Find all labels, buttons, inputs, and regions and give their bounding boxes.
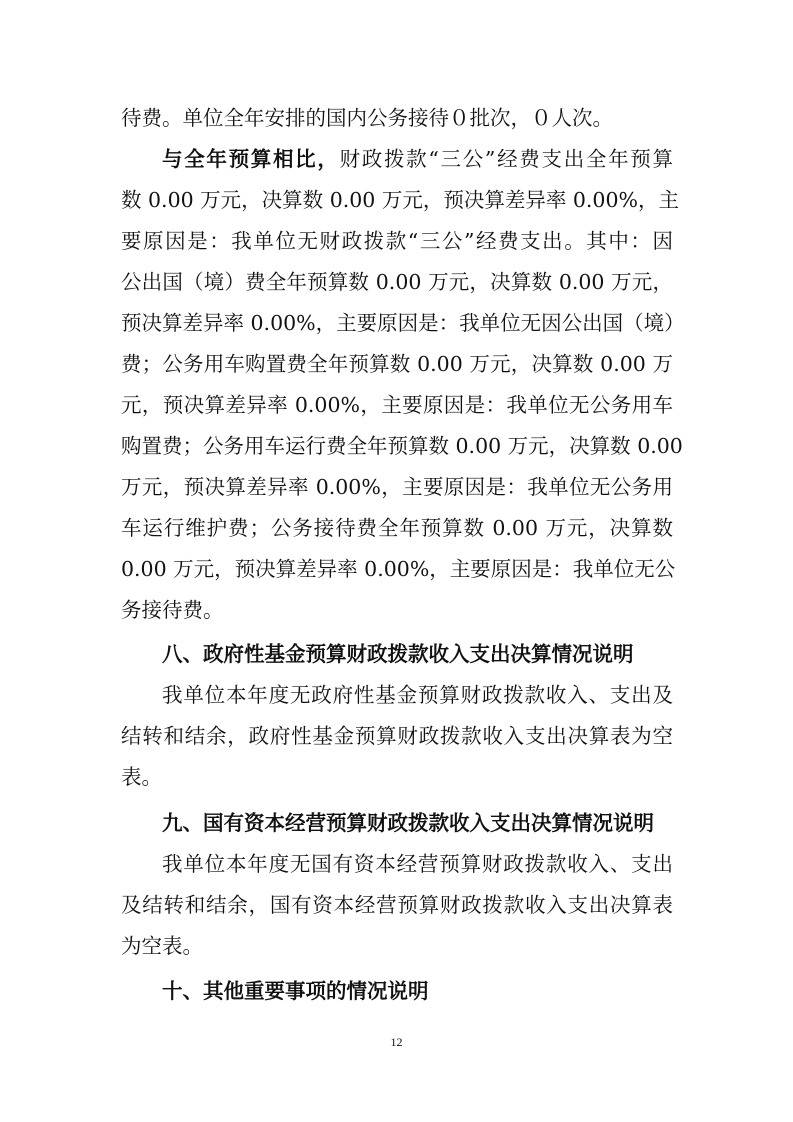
body-text-line: 元，预决算差异率 0.00%，主要原因是：我单位无公务用车 [121,393,673,417]
body-text-line: 待费。单位全年安排的国内公务接待０批次，０人次。 [121,106,613,130]
bold-lead-phrase: 与全年预算相比， [162,147,340,171]
body-text-line: 预决算差异率 0.00%，主要原因是：我单位无因公出国（境） [121,311,685,335]
body-text-line: 公出国（境）费全年预算数 0.00 万元，决算数 0.00 万元， [121,270,673,294]
body-text-line: 0.00 万元，预决算差异率 0.00%，主要原因是：我单位无公 [121,557,676,581]
body-text-line: 要原因是：我单位无财政拨款“三公”经费支出。其中：因 [121,229,673,253]
page-number: 12 [390,1035,403,1049]
section-heading-9: 九、国有资本经营预算财政拨款收入支出决算情况说明 [162,811,654,835]
body-text-run: 财政拨款“三公”经费支出全年预算 [339,147,673,171]
body-text-line: 表。 [121,765,162,789]
body-text-line: 费；公务用车购置费全年预算数 0.00 万元，决算数 0.00 万 [121,352,673,376]
body-text-line: 务接待费。 [121,598,224,622]
body-text-line: 及结转和结余，国有资本经营预算财政拨款收入支出决算表 [121,893,673,917]
body-text-line: 购置费；公务用车运行费全年预算数 0.00 万元，决算数 0.00 [121,434,683,458]
body-text-line: 万元，预决算差异率 0.00%，主要原因是：我单位无公务用 [121,475,673,499]
section-heading-8: 八、政府性基金预算财政拨款收入支出决算情况说明 [162,642,634,666]
body-text-line: 我单位本年度无政府性基金预算财政拨款收入、支出及 [162,683,673,707]
body-text-line: 我单位本年度无国有资本经营预算财政拨款收入、支出 [162,852,673,876]
body-text-line: 为空表。 [121,934,203,958]
body-text-line [162,139,673,179]
body-text-line: 车运行维护费；公务接待费全年预算数 0.00 万元，决算数 [121,516,673,540]
body-text-line: 结转和结余，政府性基金预算财政拨款收入支出决算表为空 [121,724,673,748]
section-heading-10: 十、其他重要事项的情况说明 [162,979,429,1003]
body-text-line: 数 0.00 万元，决算数 0.00 万元，预决算差异率 0.00%，主 [121,188,679,212]
